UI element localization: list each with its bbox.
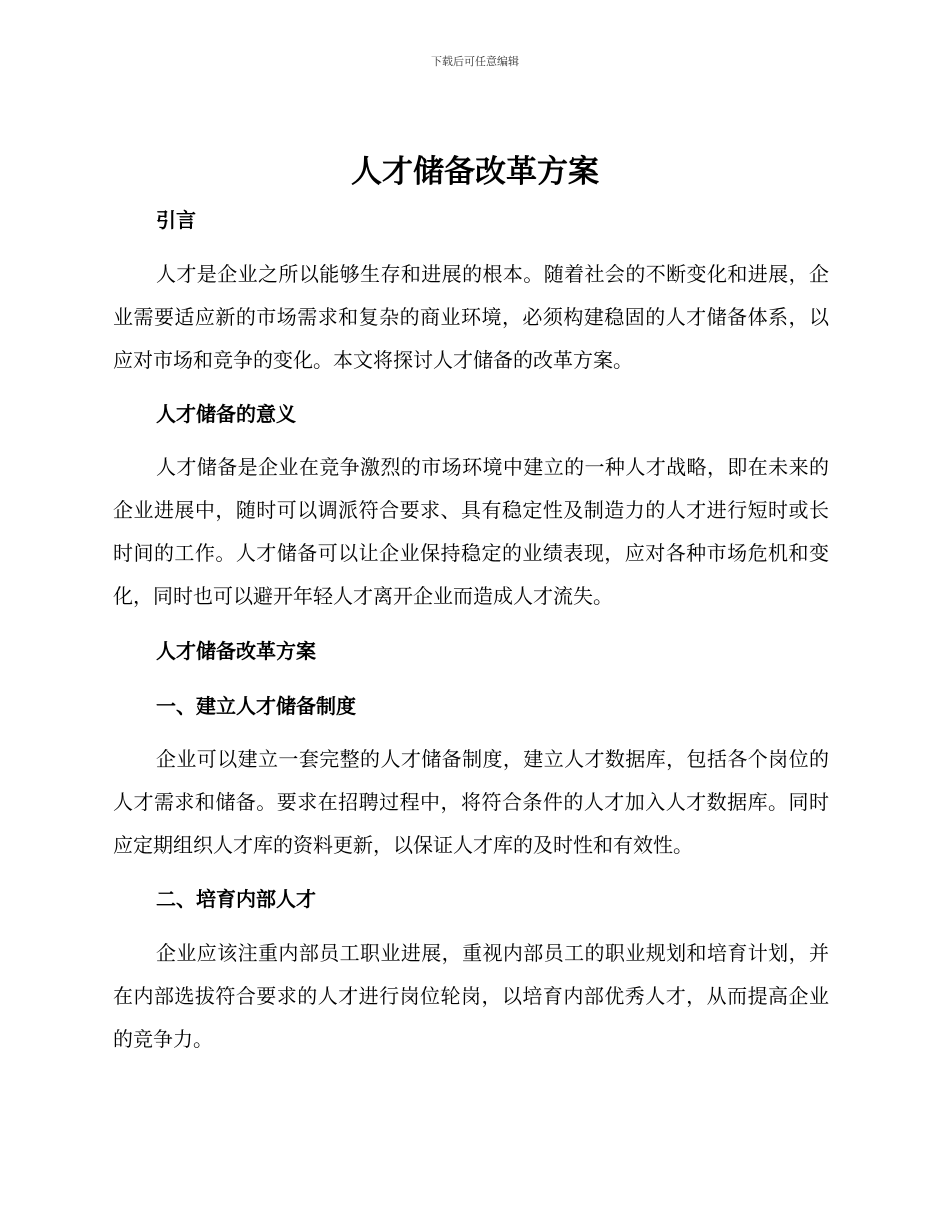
paragraph-introduction: 人才是企业之所以能够生存和进展的根本。随着社会的不断变化和进展，企业需要适应新的市场需求和复杂的商业环境，必须构建稳固的人才储备体系，以应对市场和竞争的变化。本文将探讨人才储备的改革方案。 — [113, 262, 829, 372]
section-heading-significance: 人才储备的意义 — [156, 402, 296, 426]
document-title: 人才储备改革方案 — [351, 154, 599, 190]
subsection-heading-internal-talent: 二、培育内部人才 — [156, 887, 316, 911]
paragraph-significance: 人才储备是企业在竞争激烈的市场环境中建立的一种人才战略，即在未来的企业进展中，随时可以调派符合要求、具有稳定性及制造力的人才进行短时或长时间的工作。人才储备可以让企业保持稳定的业绩表现，应对各种市场危机和变化，同时也可以避开年轻人才离开企业而造成人才流失。 — [113, 455, 829, 608]
paragraph-internal-talent: 企业应该注重内部员工职业进展，重视内部员工的职业规划和培育计划，并在内部选拔符合要求的人才进行岗位轮岗，以培育内部优秀人才，从而提高企业的竞争力。 — [113, 941, 829, 1051]
paragraph-reserve-system: 企业可以建立一套完整的人才储备制度，建立人才数据库，包括各个岗位的人才需求和储备。要求在招聘过程中，将符合条件的人才加入人才数据库。同时应定期组织人才库的资料更新，以保证人才库的及时性和有效性。 — [113, 747, 829, 857]
page-header-note: 下载后可任意编辑 — [431, 55, 519, 68]
section-heading-reform-plan: 人才储备改革方案 — [156, 639, 316, 663]
section-heading-introduction: 引言 — [156, 208, 196, 232]
subsection-heading-reserve-system: 一、建立人才储备制度 — [156, 694, 356, 718]
